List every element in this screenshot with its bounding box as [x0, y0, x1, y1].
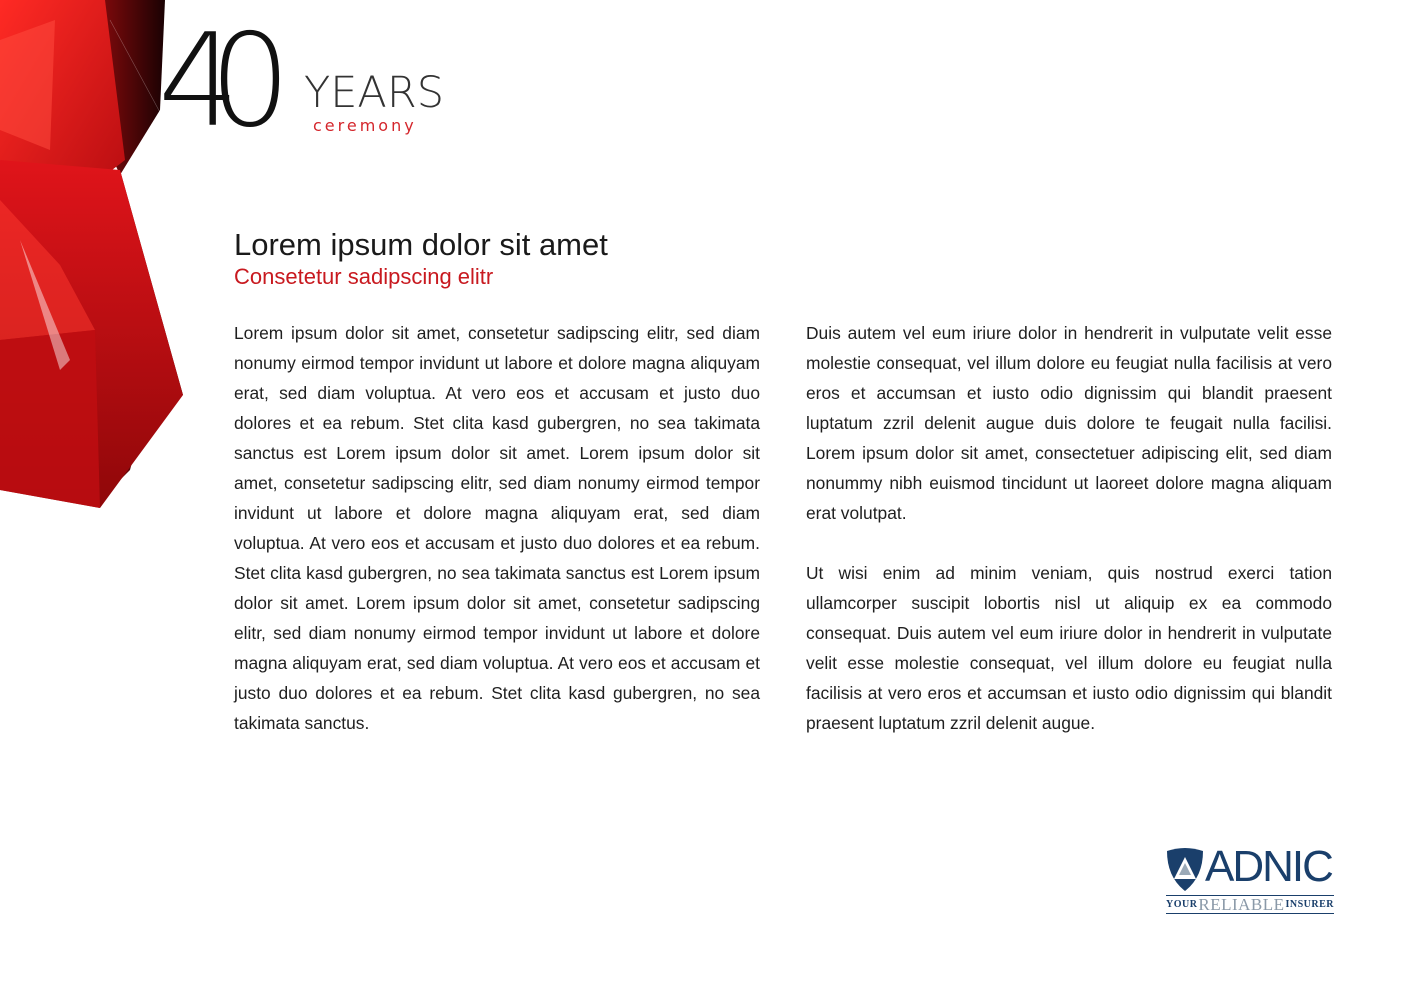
logo-number: 40 — [158, 7, 261, 156]
paragraph: Lorem ipsum dolor sit amet, consetetur sadipscing elitr, sed diam nonumy eirmod tempor invidunt ut labore et dolore magna aliquyam erat, sed diam voluptua. At vero eos et accusam et justo duo dolores et ea rebum. Stet clita kasd gubergren, no sea takimata sanctus est Lorem ipsum dolor sit amet. Lorem ipsum dolor sit amet, consetetur sadipscing elitr, sed diam nonumy eirmod tempor invidunt ut labore et dolore magna aliquyam erat, sed diam voluptua. At vero eos et accusam et justo duo dolores et ea rebum. Stet clita kasd gubergren, no sea takimata sanctus est Lorem ipsum dolor sit amet. Lorem ipsum dolor sit amet, consetetur sadipscing elitr, sed diam nonumy eirmod tempor invidunt ut labore et dolore magna aliquyam erat, sed diam voluptua. At vero eos et accusam et justo duo dolores et ea rebum. Stet clita kasd gubergren, no sea takimata sanctus. — [234, 323, 760, 733]
shield-icon — [1165, 847, 1205, 893]
text-column-left — [234, 318, 760, 768]
logo-years: YEARS — [304, 68, 445, 118]
text-column-right — [806, 318, 1332, 768]
brand-name: ADNIC — [1205, 842, 1332, 891]
tagline-your: YOUR — [1166, 899, 1198, 910]
logo-ceremony: ceremony — [313, 116, 417, 135]
paragraph: Ut wisi enim ad minim veniam, quis nostrud exerci tation ullamcorper suscipit lobortis nisl ut aliquip ex ea commodo consequat. Duis autem vel eum iriure dolor in hendrerit in vulputate velit esse molestie consequat, vel illum dolore eu feugiat nulla facilisis at vero eros et accumsan et iusto odio dignissim qui blandit praesent luptatum zzril delenit augue. — [806, 563, 1332, 733]
page-heading — [234, 228, 608, 290]
page-subtitle: Consetetur sadipscing elitr — [234, 264, 494, 290]
page-title: Lorem ipsum dolor sit amet — [234, 227, 608, 262]
tagline-insurer: INSURER — [1285, 899, 1334, 910]
forty-years-logo — [158, 7, 458, 160]
brand-tagline — [1166, 895, 1334, 914]
paragraph: Duis autem vel eum iriure dolor in hendrerit in vulputate velit esse molestie consequat, vel illum dolore eu feugiat nulla facilisis at vero eros et accumsan et iusto odio dignissim qui blandit praesent luptatum zzril delenit augue duis dolore te feugait nulla facilisi. Lorem ipsum dolor sit amet, consectetuer adipiscing elit, sed diam nonummy nibh euismod tincidunt ut laoreet dolore magna aliquam erat volutpat. — [806, 323, 1332, 523]
adnic-logo — [1163, 843, 1338, 923]
tagline-reliable: RELIABLE — [1198, 894, 1285, 914]
